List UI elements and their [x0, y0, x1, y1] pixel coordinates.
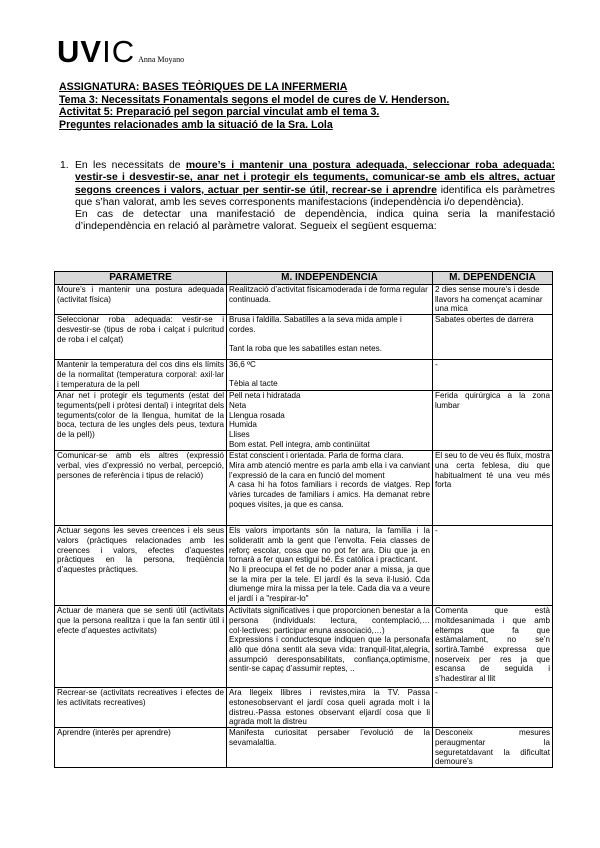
param-cell: Actuar de manera que se senti útil (activitats que la persona realitza i que la fan sentir útil i efecte d’aquestes activitats)	[55, 606, 227, 688]
questions-title: Preguntes relacionades amb la situació de la Sra. Lola	[59, 118, 333, 131]
needs-table	[54, 271, 553, 768]
independence-cell: Estat conscient i orientada. Parla de forma clara. Mira amb atenció mentre es parla amb ella i va canviant l’expressió de la cara en funció del moment A casa hi ha fotos familiars i records de viatges. Rep vàries turcades de familiars i amics. Ha demanat rebre poques visites, ja que es cansa.	[227, 451, 433, 526]
table-row	[55, 285, 553, 315]
independence-cell: Realització d’activitat físicamoderada i de forma regular continuada.	[227, 285, 433, 315]
subject-title: ASSIGNATURA: BASES TEÒRIQUES DE LA INFERMERIA	[59, 81, 348, 93]
dependence-cell: -	[433, 360, 553, 391]
question-paragraph-2: En cas de detectar una manifestació de dependència, indica quina seria la manifestació d’independència en relació al paràmetre valorat. Segueix el següent esquema:	[75, 209, 555, 233]
table-row	[55, 391, 553, 451]
header-independencia: M. INDEPENDÈNCIA	[227, 272, 433, 285]
table-row	[55, 360, 553, 391]
independence-cell: Ara llegeix llibres i revistes,mira la TV. Passa estonesobservant el jardí cosa queli agrada molt i la distreu.-Passa estones observant eljardí cosa que li agrada molt la distreu	[227, 688, 433, 728]
param-cell: Actuar segons les seves creences i els seus valors (pràctiques relacionades amb les creences i valors, efectes d’aquestes pràctiques en la persona, freqüència d’aquestes pràctiques.	[55, 526, 227, 606]
dependence-cell: Sabates obertes de darrera	[433, 315, 553, 360]
dependence-cell: 2 dies sense moure’s i desde llavors ha començat acaminar una mica	[433, 285, 553, 315]
param-cell: Anar net i protegir els teguments (estat del teguments(pell i pròtesi dental) i integritat dels teguments(color de la llengua, humitat de la boca, tectura de les ungles dels peus, textura de la pell))	[55, 391, 227, 451]
topic-title: Tema 3: Necessitats Fonamentals segons el model de cures de V. Henderson.	[59, 93, 450, 106]
question-needs: moure’s i mantenir una postura adequada, seleccionar roba adequada: vestir-se i desvestir-se, anar net i protegir els teguments, comunicar-se amb els altres, actuar segons creences i valors, actuar per sentir-se útil, recrear-se i aprendre	[75, 160, 556, 196]
table-row	[55, 688, 553, 728]
dependence-cell: Ferida quirúrgica a la zona lumbar	[433, 391, 553, 451]
question-intro: En les necessitats de	[75, 160, 181, 171]
logo-author: Anna Moyano	[138, 55, 185, 64]
param-cell: Moure’s i mantenir una postura adequada (activitat física)	[55, 285, 227, 315]
question-paragraph	[75, 160, 555, 209]
table-row	[55, 315, 553, 360]
header-dependencia: M. DEPENDÈNCIA	[433, 272, 553, 285]
header-parametre: PARÀMETRE	[55, 272, 227, 285]
independence-cell: Pell neta i hidratada Neta Llengua rosada Humida Llises Bom estat. Pell integra, amb continüitat	[227, 391, 433, 451]
dependence-cell: Comenta que està moltdesanimada i que amb eltemps que fa que estàmalament, no se’n sortirà.També expressa que noserveix per res ja que escansa de seguida i s’hadestirar al llit	[433, 606, 553, 688]
dependence-cell: -	[433, 688, 553, 728]
question-number: 1.	[60, 160, 69, 171]
independence-cell: Activitats significatives i que proporcionen benestar a la persona (individuals: lectura, contemplació,…col·lectives: participar enuna associació,…) Expressions i conductesque indiquen que la personafa allò que dóna sentit ala seva vida: tranquil·litat,alegria, assumpció deresponsabilitats, confiança,optimisme, sentir-se capaç d’assumir reptes, ..	[227, 606, 433, 688]
dependence-cell: Desconeix mesures peraugmentar la seguretatdavant la dificultat demoure’s	[433, 728, 553, 768]
table-row	[55, 606, 553, 688]
independence-cell: Manifesta curiositat persaber l’evolució de la sevamalaltia.	[227, 728, 433, 768]
uvic-logo	[57, 34, 185, 69]
independence-cell: Els valors importants són la natura, la família i la solideratit amb la gent que l’envolta. Feia classes de reforç escolar, cosa que no pot fer ara. Diu que ja en tornarà a fer quan estigui bé. És catòlica i practicant. No li preocupa el fet de no poder anar a missa, ja que se la mira per la tele. El jardí és la seva il·lusió. Cda diumenge mira la missa per la tele. Cada dia va a veure el jardí i a "respirar-lo"	[227, 526, 433, 606]
independence-cell: 36,6 ºC Tèbia al tacte	[227, 360, 433, 391]
param-cell: Comunicar-se amb els altres (expressió verbal, vies d’expressió no verbal, percepció, persones de referència i tipus de relació)	[55, 451, 227, 526]
independence-cell: Brusa i faldilla. Sabatilles a la seva mida ample i cordes. Tant la roba que les sabatilles estan netes.	[227, 315, 433, 360]
dependence-cell: El seu to de veu és fluix, mostra una certa feblesa, diu que habitualment té una veu més forta	[433, 451, 553, 526]
table-header-row	[55, 272, 553, 285]
param-cell: Seleccionar roba adequada: vestir-se i desvestir-se (tipus de roba i calçat i pulcritud de roba i el calçat)	[55, 315, 227, 360]
logo-mark: UVIC	[57, 34, 136, 69]
activity-title: Activitat 5: Preparació pel segon parcial vinculat amb el tema 3.	[59, 106, 380, 119]
table-row	[55, 526, 553, 606]
table-row	[55, 728, 553, 768]
param-cell: Recrear-se (activitats recreatives i efectes de les activitats recreatives)	[55, 688, 227, 728]
param-cell: Mantenir la temperatura del cos dins els límits de la normalitat (temperatura corporal: axil·lar i temperatura de la pell	[55, 360, 227, 391]
table-row	[55, 451, 553, 526]
question-rest: identifica els paràmetres que s’han valorat, amb les seves corresponents manifestacions (independència i/o dependència).	[75, 184, 556, 208]
param-cell: Aprendre (interès per aprendre)	[55, 728, 227, 768]
dependence-cell: -	[433, 526, 553, 606]
question-1	[60, 160, 555, 234]
document-header	[59, 81, 559, 131]
